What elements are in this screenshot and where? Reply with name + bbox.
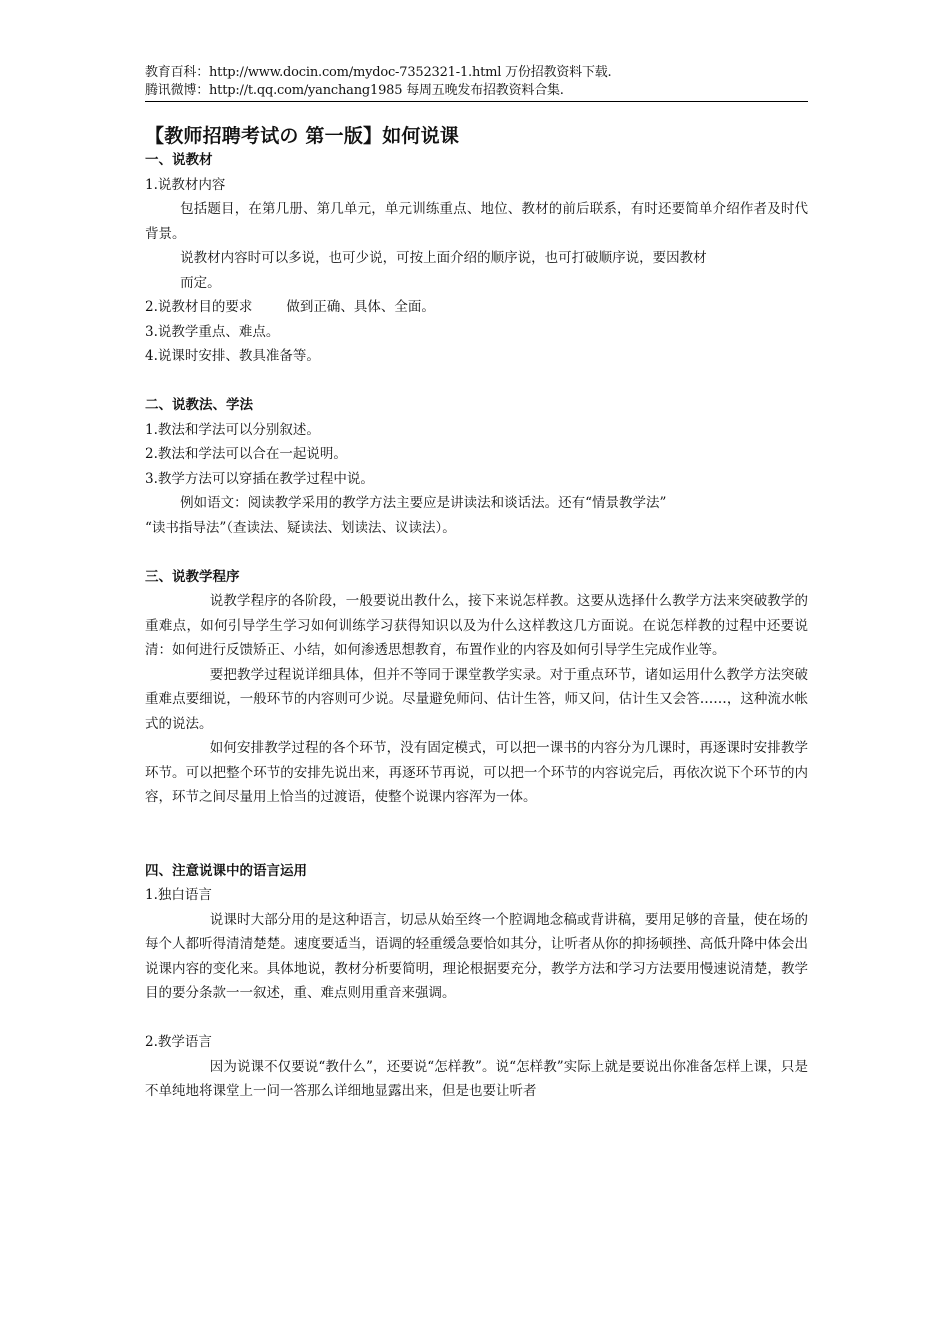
paragraph: 说课时大部分用的是这种语言，切忌从始至终一个腔调地念稿或背讲稿，要用足够的音量，使在场的每个人都听得清清楚楚。速度要适当，语调的轻重缓急要恰如其分，让听者从你的抑扬顿挫、高低升降中体会出说课内容的变化来。具体地说，教材分析要简明，理论根据要充分，教学方法和学习方法要用慢速说清楚，教学目的要分条款一一叙述，重、难点则用重音来强调。 (145, 911, 808, 1001)
list-item: 1.独白语言 (145, 887, 212, 903)
paragraph: 例如语文：阅读教学采用的教学方法主要应是讲读法和谈话法。还有“情景教学法” (180, 495, 667, 511)
paragraph: 包括题目，在第几册、第几单元，单元训练重点、地位、教材的前后联系，有时还要简单介绍作者及时代背景。 (145, 201, 808, 242)
paragraph: 要把教学过程说详细具体，但并不等同于课堂教学实录。对于重点环节，诸如运用什么教学方法突破重难点要细说，一般环节的内容则可少说。尽量避免师问、估计生答，师又问，估计生又会答……，这种流水帐式的说法。 (145, 666, 808, 732)
list-item-value: 做到正确、具体、全面。 (286, 299, 435, 315)
list-item-label: 2.说教材目的要求 (145, 299, 253, 315)
document-title: 【教师招聘考试の 第一版】如何说课 (145, 125, 460, 147)
header-line-weibo: 腾讯微博：http://t.qq.com/yanchang1985 每周五晚发布招教资料合集. (145, 83, 564, 98)
list-item: 1.教法和学法可以分别叙述。 (145, 421, 320, 438)
paragraph: 因为说课不仅要说“教什么”，还要说“怎样教”。说“怎样教”实际上就是要说出你准备怎样上课，只是不单纯地将课堂上一问一答那么详细地显露出来，但是也要让听者 (145, 1058, 808, 1099)
section-heading-teaching-procedure: 三、说教学程序 (145, 568, 240, 585)
list-item: 1.说教材内容 (145, 176, 226, 193)
paragraph-continuation: “读书指导法”（查读法、疑读法、划读法、议读法）。 (145, 519, 456, 536)
paragraph: 如何安排教学过程的各个环节，没有固定模式，可以把一课书的内容分为几课时，再逐课时安排教学环节。可以把整个环节的安排先说出来，再逐环节再说，可以把一个环节的内容说完后，再依次说下个环节的内容，环节之间尽量用上恰当的过渡语，使整个说课内容浑为一体。 (145, 740, 808, 805)
section-heading-language-use: 四、注意说课中的语言运用 (145, 862, 307, 879)
list-item: 4.说课时安排、教具准备等。 (145, 348, 320, 364)
paragraph: 说教材内容时可以多说，也可少说，可按上面介绍的顺序说，也可打破顺序说，要因教材 (180, 250, 707, 266)
header-divider (145, 101, 808, 102)
document-page (145, 64, 808, 1104)
section-heading-teaching-material: 一、说教材 (145, 152, 213, 168)
list-item: 2.教法和学法可以合在一起说明。 (145, 446, 347, 462)
paragraph: 说教学程序的各阶段，一般要说出教什么，接下来说怎样教。这要从选择什么教学方法来突破教学的重难点，如何引导学生学习如何训练学习获得知识以及为什么这样教这几方面说。在说怎样教的过程中还要说清：如何进行反馈矫正、小结，如何渗透思想教育，布置作业的内容及如何引导学生完成作业等。 (145, 593, 808, 658)
list-item: 3.说教学重点、难点。 (145, 323, 280, 340)
paragraph-continuation: 而定。 (180, 274, 221, 291)
header-line-docin: 教育百科：http://www.docin.com/mydoc-7352321-1.html 万份招教资料下载. (145, 65, 612, 80)
list-item: 3.教学方法可以穿插在教学过程中说。 (145, 470, 374, 487)
list-item (145, 295, 808, 320)
list-item: 2.教学语言 (145, 1034, 212, 1050)
section-heading-methods: 二、说教法、学法 (145, 397, 253, 413)
